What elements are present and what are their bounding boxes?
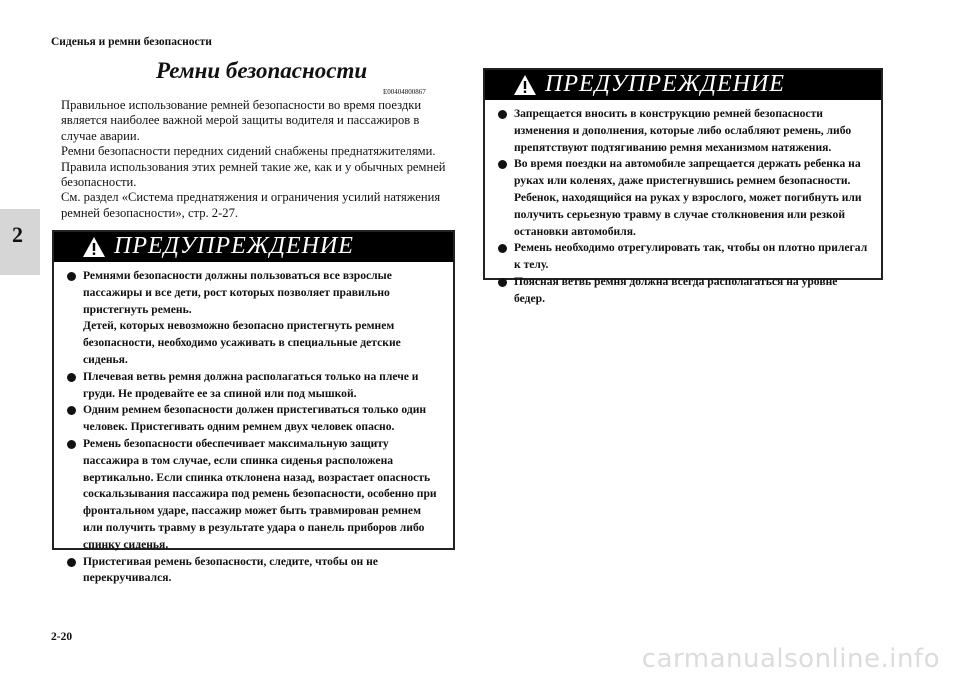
warning-box-left xyxy=(52,230,455,585)
warning-item-text: Пристегивая ремень безопасности, следите, чтобы он не перекручивался. xyxy=(83,554,378,585)
warning-item xyxy=(497,274,871,308)
warning-list xyxy=(485,100,881,308)
intro-text xyxy=(61,98,457,221)
bullet-icon xyxy=(67,272,76,281)
warning-triangle-icon xyxy=(82,236,106,258)
warning-item xyxy=(497,156,871,240)
warning-item xyxy=(66,554,443,588)
warning-title: ПРЕДУПРЕЖДЕНИЕ xyxy=(545,71,785,97)
bullet-icon xyxy=(498,244,507,253)
section-code: E00404800867 xyxy=(383,88,426,96)
warning-item-text: Запрещается вносить в конструкцию ремней безопасности изменения и дополнения, которые либо ослабляют ремень, либо препятствуют подтягиванию ремня механизмом натяжения. xyxy=(514,107,852,154)
warning-list xyxy=(54,262,453,587)
warning-item xyxy=(497,106,871,156)
warning-item-text: Поясная ветвь ремня должна всегда располагаться на уровне бедер. xyxy=(514,274,838,305)
bullet-icon xyxy=(67,406,76,415)
warning-item-text: Ремень безопасности обеспечивает максимальную защиту пассажира в том случае, если спинка сиденья расположена вертикально. Если спинка отклонена назад, возрастает опасность соскальзывания пассажира под ремень безопасности, особенно при фронтальном ударе, пассажир может быть травмирован ремнем или получить травму в результате удара о панель приборов либо спинку сиденья. xyxy=(83,436,437,551)
bullet-icon xyxy=(67,440,76,449)
bullet-icon xyxy=(67,373,76,382)
section-title: Ремни безопасности xyxy=(156,58,368,83)
bullet-icon xyxy=(498,278,507,287)
warning-item xyxy=(66,402,443,436)
warning-item xyxy=(66,369,443,403)
warning-box-right xyxy=(483,68,883,305)
warning-item-text: Ремень необходимо отрегулировать так, чтобы он плотно прилегал к телу. xyxy=(514,241,868,272)
running-header: Сиденья и ремни безопасности xyxy=(51,36,212,48)
warning-header xyxy=(485,70,881,100)
intro-paragraph: Ремни безопасности передних сидений снабжены преднатяжителями. Правила использования этих ремней такие же, как и у обычных ремней безопасности. xyxy=(61,144,446,190)
watermark: carmanualsonline.info xyxy=(641,644,940,674)
warning-title: ПРЕДУПРЕЖДЕНИЕ xyxy=(114,233,354,259)
warning-item xyxy=(66,268,443,369)
warning-item-text: Плечевая ветвь ремня должна располагаться только на плече и груди. Не продевайте ее за спиной или под мышкой. xyxy=(83,369,419,400)
bullet-icon xyxy=(67,558,76,567)
bullet-icon xyxy=(498,110,507,119)
chapter-number: 2 xyxy=(12,222,23,247)
warning-triangle-icon xyxy=(513,74,537,96)
warning-item-extra: Детей, которых невозможно безопасно пристегнуть ремнем безопасности, необходимо усаживать в специальные детские сиденья. xyxy=(83,319,401,366)
warning-item xyxy=(66,436,443,554)
warning-item xyxy=(497,240,871,274)
intro-paragraph: Правильное использование ремней безопасности во время поездки является наиболее важной мерой защиты водителя и пассажиров в случае аварии. xyxy=(61,98,422,143)
warning-header xyxy=(54,232,453,262)
intro-paragraph: См. раздел «Система преднатяжения и ограничения усилий натяжения ремней безопасности», стр. 2-27. xyxy=(61,190,441,220)
page-number: 2-20 xyxy=(51,631,73,643)
warning-item-text: Ремнями безопасности должны пользоваться все взрослые пассажиры и все дети, рост которых позволяет правильно пристегнуть ремень. xyxy=(83,269,392,316)
bullet-icon xyxy=(498,160,507,169)
warning-item-text: Одним ремнем безопасности должен пристегиваться только один человек. Пристегивать одним ремнем двух человек опасно. xyxy=(83,403,427,434)
warning-item-text: Во время поездки на автомобиле запрещается держать ребенка на руках или коленях, даже пристегнувшись ремнем безопасности. Ребенок, находящийся на руках у взрослого, может погибнуть или получить серьезную травму в случае столкновения или резкой остановки автомобиля. xyxy=(514,157,862,238)
